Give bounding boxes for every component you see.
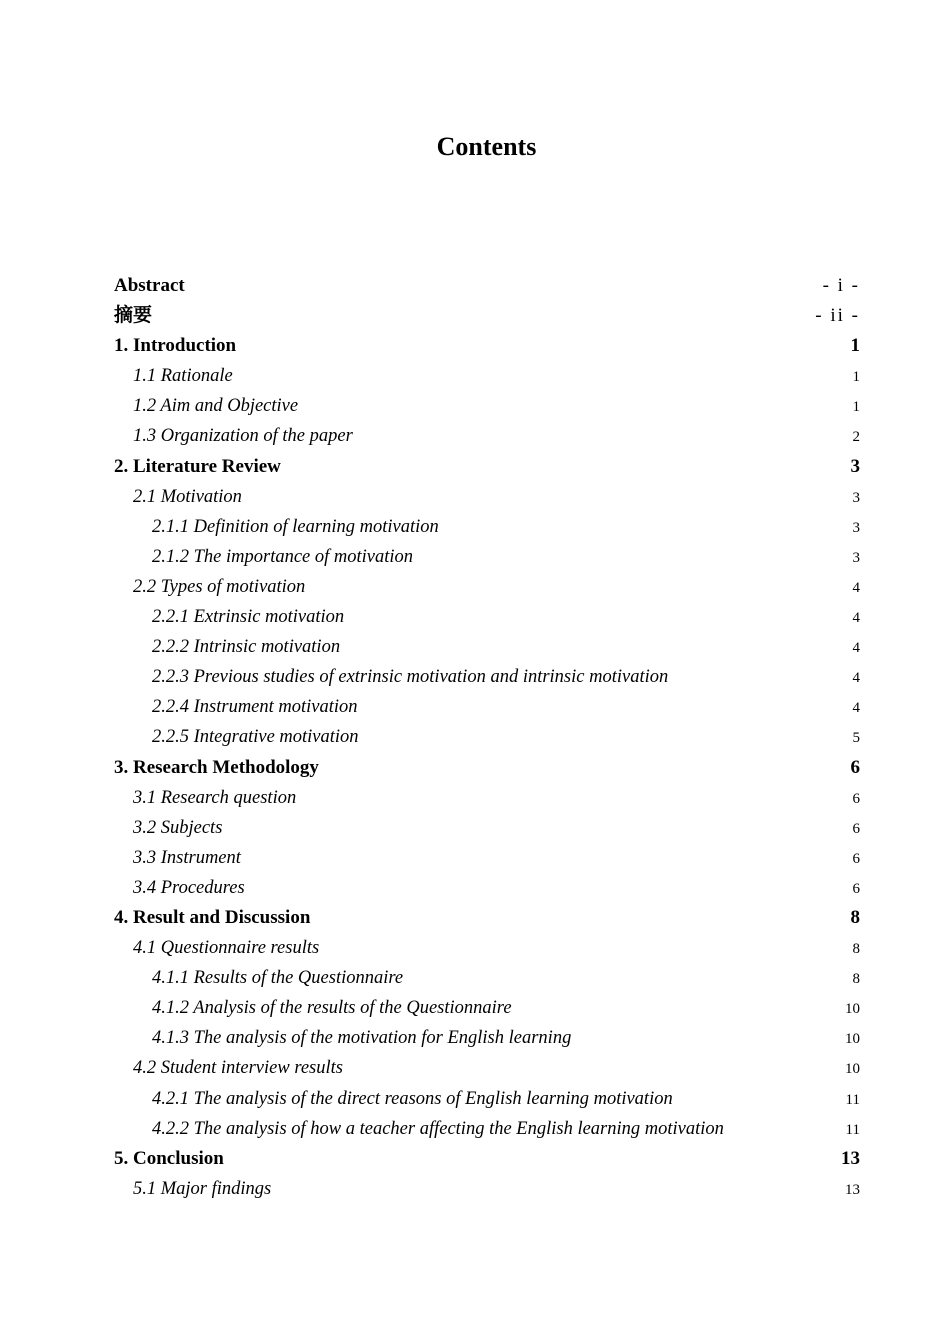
toc-entry-page: 8 <box>852 941 860 958</box>
toc-entry-page: 13 <box>845 1181 860 1198</box>
toc-entry-section[interactable] <box>114 933 860 963</box>
toc-entry-title: 1.3 Organization of the paper <box>133 426 353 447</box>
toc-entry-title: 2.1 Motivation <box>133 486 242 507</box>
toc-entry-title: 1.2 Aim and Objective <box>133 396 299 417</box>
toc-entry-section[interactable] <box>114 482 860 512</box>
toc-entry-abstract[interactable] <box>114 271 860 301</box>
toc-entry-page: 1 <box>852 399 860 416</box>
toc-entry-subsection[interactable] <box>114 1114 860 1144</box>
toc-entry-page: 6 <box>852 790 860 807</box>
toc-entry-page: 6 <box>852 850 860 867</box>
toc-entry-chapter[interactable] <box>114 1144 860 1174</box>
toc-entry-title: 摘要 <box>114 305 153 327</box>
toc-entry-page: 6 <box>850 756 860 778</box>
toc-entry-page: 10 <box>845 1001 860 1018</box>
toc-entry-subsection[interactable] <box>114 963 860 993</box>
toc-entry-page: 8 <box>852 971 860 988</box>
toc-entry-subsection[interactable] <box>114 602 860 632</box>
toc-entry-title: 4.1.1 Results of the Questionnaire <box>152 968 404 989</box>
toc-entry-section[interactable] <box>114 361 860 391</box>
toc-entry-section[interactable] <box>114 873 860 903</box>
page-title: Contents <box>436 132 537 161</box>
toc-entry-page: 4 <box>852 579 860 596</box>
toc-entry-page: 10 <box>845 1031 860 1048</box>
toc-entry-section[interactable] <box>114 783 860 813</box>
toc-entry-title: 1. Introduction <box>114 335 237 357</box>
toc-entry-chapter[interactable] <box>114 903 860 933</box>
toc-entry-title: 3.2 Subjects <box>133 817 223 838</box>
toc-entry-page: 5 <box>852 730 860 747</box>
toc-entry-page: 4 <box>852 610 860 627</box>
toc-entry-chapter[interactable] <box>114 452 860 482</box>
toc-entry-page: 13 <box>841 1147 860 1169</box>
toc-entry-title: 1.1 Rationale <box>133 366 233 387</box>
table-of-contents <box>114 271 860 1204</box>
toc-entry-title: 2. Literature Review <box>114 455 281 477</box>
toc-entry-subsection[interactable] <box>114 1023 860 1053</box>
toc-entry-title: 5.1 Major findings <box>133 1178 272 1199</box>
toc-entry-title: 2.2.2 Intrinsic motivation <box>152 637 341 658</box>
toc-entry-page: - i - <box>822 275 860 296</box>
toc-entry-title: 4.2.1 The analysis of the direct reasons of English learning motivation <box>152 1088 673 1109</box>
toc-entry-title: 4. Result and Discussion <box>114 906 311 928</box>
toc-entry-title: 4.1.3 The analysis of the motivation for English learning <box>152 1028 572 1049</box>
toc-entry-chapter[interactable] <box>114 753 860 783</box>
toc-entry-title: 4.1 Questionnaire results <box>133 938 320 959</box>
toc-entry-chinese-abstract[interactable] <box>114 301 860 331</box>
toc-entry-page: 11 <box>845 1091 860 1108</box>
toc-entry-page: 11 <box>845 1121 860 1138</box>
toc-entry-page: 3 <box>850 455 860 477</box>
toc-entry-subsection[interactable] <box>114 722 860 752</box>
toc-entry-page: 3 <box>852 549 860 566</box>
toc-entry-page: 4 <box>852 670 860 687</box>
toc-entry-page: 8 <box>850 906 860 928</box>
toc-entry-title: 2.2.5 Integrative motivation <box>152 727 359 748</box>
toc-entry-title: 2.2.4 Instrument motivation <box>152 697 358 718</box>
toc-entry-chapter[interactable] <box>114 331 860 361</box>
toc-entry-subsection[interactable] <box>114 542 860 572</box>
toc-entry-page: 1 <box>852 369 860 386</box>
toc-entry-title: 4.1.2 Analysis of the results of the Questionnaire <box>152 998 512 1019</box>
toc-entry-page: 1 <box>850 335 860 357</box>
toc-entry-title: 2.1.1 Definition of learning motivation <box>152 516 439 537</box>
toc-entry-subsection[interactable] <box>114 662 860 692</box>
toc-entry-section[interactable] <box>114 572 860 602</box>
toc-entry-subsection[interactable] <box>114 1084 860 1114</box>
toc-entry-subsection[interactable] <box>114 632 860 662</box>
toc-entry-subsection[interactable] <box>114 512 860 542</box>
toc-entry-title: 4.2 Student interview results <box>133 1058 343 1079</box>
toc-entry-title: 3.1 Research question <box>133 787 297 808</box>
toc-entry-section[interactable] <box>114 813 860 843</box>
toc-entry-page: 4 <box>852 640 860 657</box>
toc-entry-page: 4 <box>852 700 860 717</box>
toc-entry-page: 10 <box>845 1061 860 1078</box>
toc-entry-page: 3 <box>852 489 860 506</box>
toc-entry-section[interactable] <box>114 391 860 421</box>
toc-entry-subsection[interactable] <box>114 993 860 1023</box>
toc-entry-title: 2.2.1 Extrinsic motivation <box>152 607 345 628</box>
toc-entry-title: 5. Conclusion <box>114 1147 224 1169</box>
toc-entry-title: 4.2.2 The analysis of how a teacher affecting the English learning motivation <box>152 1118 724 1139</box>
toc-entry-title: 2.2.3 Previous studies of extrinsic motivation and intrinsic motivation <box>152 667 669 688</box>
toc-entry-page: - ii - <box>815 305 860 327</box>
toc-entry-page: 6 <box>852 820 860 837</box>
toc-entry-subsection[interactable] <box>114 692 860 722</box>
toc-entry-page: 2 <box>852 429 860 446</box>
toc-entry-title: 2.2 Types of motivation <box>133 576 306 597</box>
toc-entry-title: Abstract <box>114 275 185 296</box>
toc-entry-title: 3. Research Methodology <box>114 756 319 778</box>
toc-entry-title: 3.4 Procedures <box>133 877 245 898</box>
toc-entry-page: 3 <box>852 519 860 536</box>
toc-entry-title: 2.1.2 The importance of motivation <box>152 546 414 567</box>
toc-entry-page: 6 <box>852 880 860 897</box>
toc-entry-section[interactable] <box>114 421 860 451</box>
toc-entry-title: 3.3 Instrument <box>133 847 241 868</box>
toc-entry-section[interactable] <box>114 1174 860 1204</box>
toc-entry-section[interactable] <box>114 843 860 873</box>
toc-entry-section[interactable] <box>114 1053 860 1083</box>
